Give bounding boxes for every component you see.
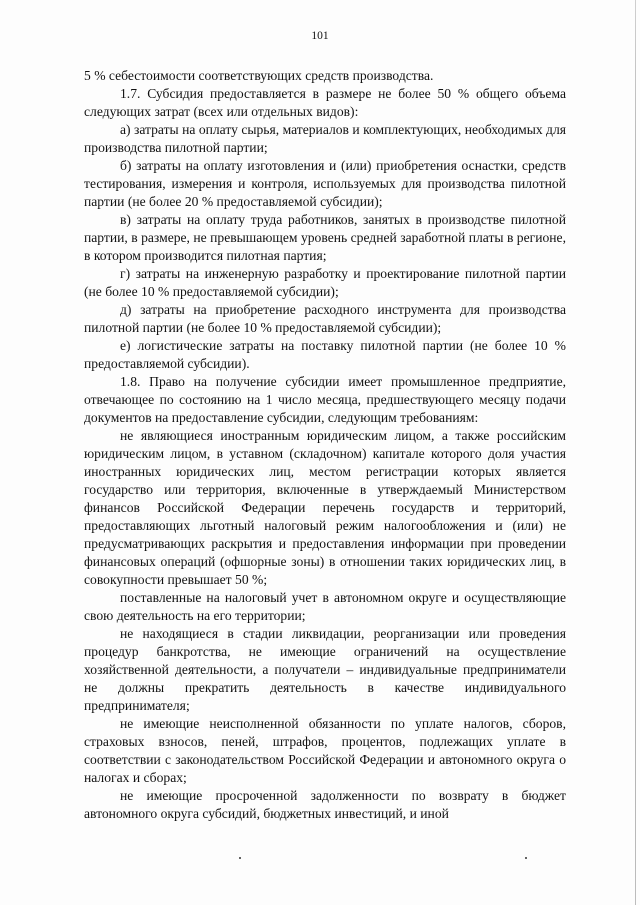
paragraph-1-8: 1.8. Право на получение субсидии имеет промышленное предприятие, отвечающее по состоянию на 1 число месяца, предшествующего месяцу подачи документов на предоставление субсидии, следующим требованиям: — [84, 374, 566, 425]
scan-marks — [0, 857, 640, 863]
requirement-no-liquidation: не находящиеся в стадии ликвидации, реорганизации или проведения процедур банкротства, не имеющие ограничений на осуществление хозяйственной деятельности, а получатели – индивидуальные предприниматели не должны прекратить деятельность в качестве индивидуального предпринимателя; — [84, 626, 566, 713]
requirement-foreign-entity: не являющиеся иностранным юридическим лицом, а также российским юридическим лицом, в уставном (складочном) капитале которого доля участия иностранных юридических лиц, местом регистрации которых является государство или территория, включенные в утверждаемый Министерством финансов Российской Федерации перечень государств и территорий, предоставляющих льготный налоговый режим налогообложения и (или) не предусматривающих раскрытия и предоставления информации при проведении финансовых операций (офшорные зоны) в отношении таких юридических лиц, в совокупности превышает 50 %; — [84, 428, 566, 587]
scan-dot — [525, 857, 527, 859]
requirement-tax-registration: поставленные на налоговый учет в автономном округе и осуществляющие свою деятельность на его территории; — [84, 590, 566, 623]
paragraph-item-v: в) затраты на оплату труда работников, занятых в производстве пилотной партии, в размере, не превышающем уровень средней заработной платы в регионе, в котором производится пилотная партия; — [84, 212, 566, 263]
paragraph-item-b: б) затраты на оплату изготовления и (или) приобретения оснастки, средств тестирования, измерения и контроля, используемых для производства пилотной партии (не более 20 % предоставляемой субсидии); — [84, 158, 566, 209]
paragraph-1-7: 1.7. Субсидия предоставляется в размере не более 50 % общего объема следующих затрат (всех или отдельных видов): — [84, 86, 566, 119]
page-number: 101 — [311, 30, 329, 42]
scan-dot — [239, 857, 241, 859]
requirement-no-tax-debt: не имеющие неисполненной обязанности по уплате налогов, сборов, страховых взносов, пеней, штрафов, процентов, подлежащих уплате в соответствии с законодательством Российской Федерации и автономного округа о налогах и сборах; — [84, 716, 566, 785]
paragraph-item-d: д) затраты на приобретение расходного инструмента для производства пилотной партии (не более 10 % предоставляемой субсидии); — [84, 302, 566, 335]
paragraph-item-g: г) затраты на инженерную разработку и проектирование пилотной партии (не более 10 % предоставляемой субсидии); — [84, 266, 566, 299]
page-edge — [635, 0, 636, 905]
paragraph-continuation: 5 % себестоимости соответствующих средств производства. — [84, 68, 434, 83]
document-body — [84, 67, 566, 823]
paragraph-item-a: а) затраты на оплату сырья, материалов и комплектующих, необходимых для производства пилотной партии; — [84, 122, 566, 155]
paragraph-item-e: е) логистические затраты на поставку пилотной партии (не более 10 % предоставляемой субсидии). — [84, 338, 566, 371]
requirement-no-overdue-debt: не имеющие просроченной задолженности по возврату в бюджет автономного округа субсидий, бюджетных инвестиций, и иной — [84, 788, 566, 821]
